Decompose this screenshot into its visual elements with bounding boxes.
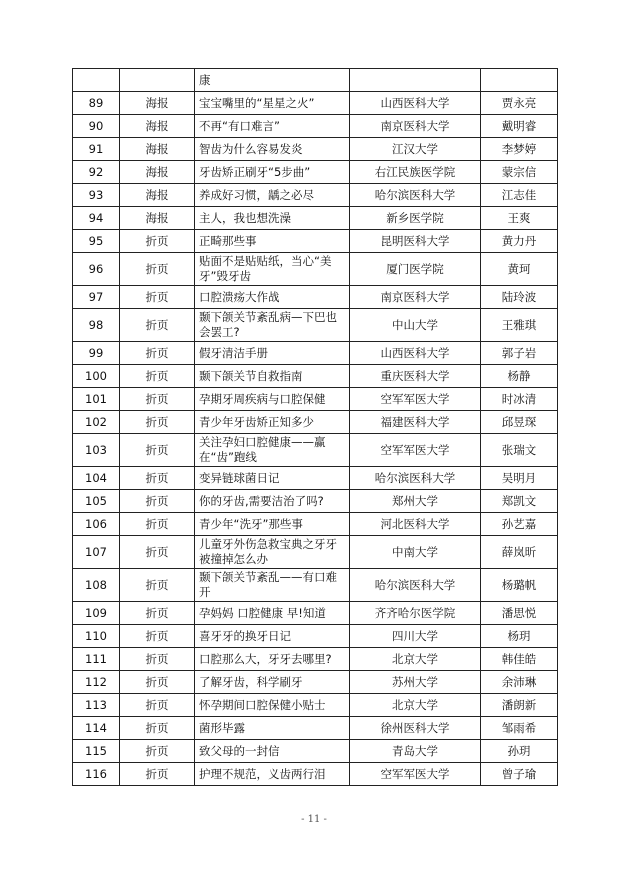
school-cell: 空军军医大学 [350, 434, 481, 467]
work-title-cell: 颞下颌关节紊乱——有口难开 [195, 569, 350, 602]
entry-number-cell: 90 [73, 115, 120, 138]
work-type-cell: 折页 [120, 309, 195, 342]
work-type-cell: 海报 [120, 207, 195, 230]
school-cell: 厦门医学院 [350, 253, 481, 286]
work-title-cell: 颞下颌关节自救指南 [195, 365, 350, 388]
table-row [73, 161, 558, 184]
entry-number-cell: 95 [73, 230, 120, 253]
work-title-cell: 关注孕妇口腔健康——赢在“齿”跑线 [195, 434, 350, 467]
table-row [73, 717, 558, 740]
author-cell: 曾子瑜 [481, 763, 558, 786]
work-type-cell: 折页 [120, 740, 195, 763]
author-cell: 孙玥 [481, 740, 558, 763]
table-row [73, 434, 558, 467]
school-cell: 哈尔滨医科大学 [350, 467, 481, 490]
entry-number-cell: 109 [73, 602, 120, 625]
school-cell: 江汉大学 [350, 138, 481, 161]
work-title-cell: 宝宝嘴里的“星星之火” [195, 92, 350, 115]
entry-number-cell: 103 [73, 434, 120, 467]
table-row [73, 411, 558, 434]
entry-number-cell: 107 [73, 536, 120, 569]
entry-number-cell: 91 [73, 138, 120, 161]
work-type-cell: 折页 [120, 253, 195, 286]
author-cell: 李梦婷 [481, 138, 558, 161]
entry-number-cell: 89 [73, 92, 120, 115]
school-cell: 新乡医学院 [350, 207, 481, 230]
work-type-cell: 折页 [120, 342, 195, 365]
author-cell: 郭子岩 [481, 342, 558, 365]
author-cell: 黄珂 [481, 253, 558, 286]
table-row [73, 694, 558, 717]
school-cell: 哈尔滨医科大学 [350, 184, 481, 207]
entry-number-cell: 116 [73, 763, 120, 786]
work-type-cell: 折页 [120, 602, 195, 625]
table-row [73, 467, 558, 490]
school-cell: 苏州大学 [350, 671, 481, 694]
school-cell: 福建医科大学 [350, 411, 481, 434]
work-type-cell: 折页 [120, 717, 195, 740]
author-cell: 杨璐帆 [481, 569, 558, 602]
work-title-cell: 假牙清洁手册 [195, 342, 350, 365]
school-cell: 中南大学 [350, 536, 481, 569]
school-cell: 南京医科大学 [350, 115, 481, 138]
entry-number-cell: 104 [73, 467, 120, 490]
results-table-body [73, 69, 558, 786]
work-title-cell: 孕期牙周疾病与口腔保健 [195, 388, 350, 411]
entry-number-cell: 106 [73, 513, 120, 536]
author-cell: 潘思悦 [481, 602, 558, 625]
table-row [73, 388, 558, 411]
author-cell: 余沛琳 [481, 671, 558, 694]
work-title-cell: 颞下颌关节紊乱病—下巴也会罢工? [195, 309, 350, 342]
school-cell: 山西医科大学 [350, 342, 481, 365]
table-row [73, 536, 558, 569]
author-cell: 张瑞文 [481, 434, 558, 467]
entry-number-cell: 97 [73, 286, 120, 309]
author-cell: 黄力丹 [481, 230, 558, 253]
work-title-cell: 养成好习惯，龋之必尽 [195, 184, 350, 207]
author-cell: 邱昱琛 [481, 411, 558, 434]
entry-number-cell: 99 [73, 342, 120, 365]
work-title-cell: 儿童牙外伤急救宝典之牙牙被撞掉怎么办 [195, 536, 350, 569]
page-number: - 11 - [301, 814, 327, 825]
author-cell: 王爽 [481, 207, 558, 230]
table-row [73, 253, 558, 286]
school-cell: 北京大学 [350, 694, 481, 717]
author-cell: 时冰清 [481, 388, 558, 411]
table-row [73, 342, 558, 365]
work-type-cell: 折页 [120, 411, 195, 434]
entry-number-cell: 96 [73, 253, 120, 286]
table-row [73, 569, 558, 602]
author-cell: 戴明睿 [481, 115, 558, 138]
school-cell: 齐齐哈尔医学院 [350, 602, 481, 625]
table-row [73, 184, 558, 207]
table-row [73, 309, 558, 342]
work-type-cell: 折页 [120, 625, 195, 648]
work-type-cell: 海报 [120, 115, 195, 138]
work-title-cell: 怀孕期间口腔保健小贴士 [195, 694, 350, 717]
table-row [73, 602, 558, 625]
author-cell: 江志佳 [481, 184, 558, 207]
table-row [73, 625, 558, 648]
work-title-cell: 致父母的一封信 [195, 740, 350, 763]
table-row [73, 740, 558, 763]
work-type-cell: 折页 [120, 286, 195, 309]
work-type-cell: 折页 [120, 388, 195, 411]
table-row [73, 138, 558, 161]
entry-number-cell: 102 [73, 411, 120, 434]
author-cell: 杨玥 [481, 625, 558, 648]
school-cell: 右江民族医学院 [350, 161, 481, 184]
table-row [73, 513, 558, 536]
work-title-cell: 青少年牙齿矫正知多少 [195, 411, 350, 434]
table-row [73, 230, 558, 253]
table-row [73, 490, 558, 513]
work-type-cell: 折页 [120, 648, 195, 671]
entry-number-cell: 100 [73, 365, 120, 388]
author-cell: 潘朗新 [481, 694, 558, 717]
work-title-cell: 主人，我也想洗澡 [195, 207, 350, 230]
entry-number-cell: 112 [73, 671, 120, 694]
entry-number-cell: 111 [73, 648, 120, 671]
work-type-cell: 折页 [120, 763, 195, 786]
school-cell: 河北医科大学 [350, 513, 481, 536]
work-title-cell: 不再“有口难言” [195, 115, 350, 138]
results-table [72, 68, 558, 786]
work-type-cell: 折页 [120, 365, 195, 388]
school-cell: 空军军医大学 [350, 763, 481, 786]
work-title-cell: 正畸那些事 [195, 230, 350, 253]
work-title-cell: 口腔溃疡大作战 [195, 286, 350, 309]
table-row [73, 207, 558, 230]
work-type-cell: 海报 [120, 92, 195, 115]
school-cell: 郑州大学 [350, 490, 481, 513]
school-cell: 青岛大学 [350, 740, 481, 763]
work-type-cell: 海报 [120, 184, 195, 207]
work-title-cell: 了解牙齿，科学刷牙 [195, 671, 350, 694]
continued-row [73, 69, 558, 92]
author-cell: 蒙宗信 [481, 161, 558, 184]
work-title-cell: 喜牙牙的换牙日记 [195, 625, 350, 648]
work-title-cell: 口腔那么大，牙牙去哪里? [195, 648, 350, 671]
continued-title-cell: 康 [195, 69, 350, 92]
entry-number-cell: 115 [73, 740, 120, 763]
author-cell: 郑凯文 [481, 490, 558, 513]
school-cell: 哈尔滨医科大学 [350, 569, 481, 602]
entry-number-cell: 101 [73, 388, 120, 411]
work-type-cell: 海报 [120, 138, 195, 161]
work-type-cell: 折页 [120, 536, 195, 569]
school-cell: 山西医科大学 [350, 92, 481, 115]
school-cell: 北京大学 [350, 648, 481, 671]
entry-number-cell: 98 [73, 309, 120, 342]
school-cell: 空军军医大学 [350, 388, 481, 411]
continued-no-cell [73, 69, 120, 92]
work-type-cell: 海报 [120, 161, 195, 184]
work-title-cell: 变异链球菌日记 [195, 467, 350, 490]
school-cell: 四川大学 [350, 625, 481, 648]
school-cell: 南京医科大学 [350, 286, 481, 309]
author-cell: 陆玲波 [481, 286, 558, 309]
entry-number-cell: 108 [73, 569, 120, 602]
work-title-cell: 护理不规范，义齿两行泪 [195, 763, 350, 786]
entry-number-cell: 113 [73, 694, 120, 717]
author-cell: 贾永亮 [481, 92, 558, 115]
work-title-cell: 你的牙齿,需要洁治了吗? [195, 490, 350, 513]
school-cell: 重庆医科大学 [350, 365, 481, 388]
work-type-cell: 折页 [120, 230, 195, 253]
school-cell: 昆明医科大学 [350, 230, 481, 253]
author-cell: 孙艺嘉 [481, 513, 558, 536]
work-title-cell: 智齿为什么容易发炎 [195, 138, 350, 161]
work-type-cell: 折页 [120, 513, 195, 536]
author-cell: 薛岚昕 [481, 536, 558, 569]
entry-number-cell: 93 [73, 184, 120, 207]
work-type-cell: 折页 [120, 569, 195, 602]
table-row [73, 648, 558, 671]
author-cell: 吴明月 [481, 467, 558, 490]
author-cell: 杨静 [481, 365, 558, 388]
work-type-cell: 折页 [120, 434, 195, 467]
table-row [73, 286, 558, 309]
work-type-cell: 折页 [120, 671, 195, 694]
work-type-cell: 折页 [120, 694, 195, 717]
table-row [73, 92, 558, 115]
table-row [73, 365, 558, 388]
work-title-cell: 青少年“洗牙”那些事 [195, 513, 350, 536]
author-cell: 韩佳皓 [481, 648, 558, 671]
entry-number-cell: 114 [73, 717, 120, 740]
entry-number-cell: 110 [73, 625, 120, 648]
work-title-cell: 贴面不是贴贴纸，当心“美牙”毁牙齿 [195, 253, 350, 286]
work-title-cell: 牙齿矫正刷牙“5步曲” [195, 161, 350, 184]
table-row [73, 671, 558, 694]
entry-number-cell: 94 [73, 207, 120, 230]
author-cell: 邹雨希 [481, 717, 558, 740]
school-cell: 徐州医科大学 [350, 717, 481, 740]
continued-type-cell [120, 69, 195, 92]
work-title-cell: 菌形毕露 [195, 717, 350, 740]
author-cell: 王雅琪 [481, 309, 558, 342]
table-row [73, 115, 558, 138]
work-type-cell: 折页 [120, 467, 195, 490]
continued-school-cell [350, 69, 481, 92]
entry-number-cell: 105 [73, 490, 120, 513]
work-type-cell: 折页 [120, 490, 195, 513]
entry-number-cell: 92 [73, 161, 120, 184]
continued-author-cell [481, 69, 558, 92]
work-title-cell: 孕妈妈 口腔健康 早!知道 [195, 602, 350, 625]
table-row [73, 763, 558, 786]
school-cell: 中山大学 [350, 309, 481, 342]
